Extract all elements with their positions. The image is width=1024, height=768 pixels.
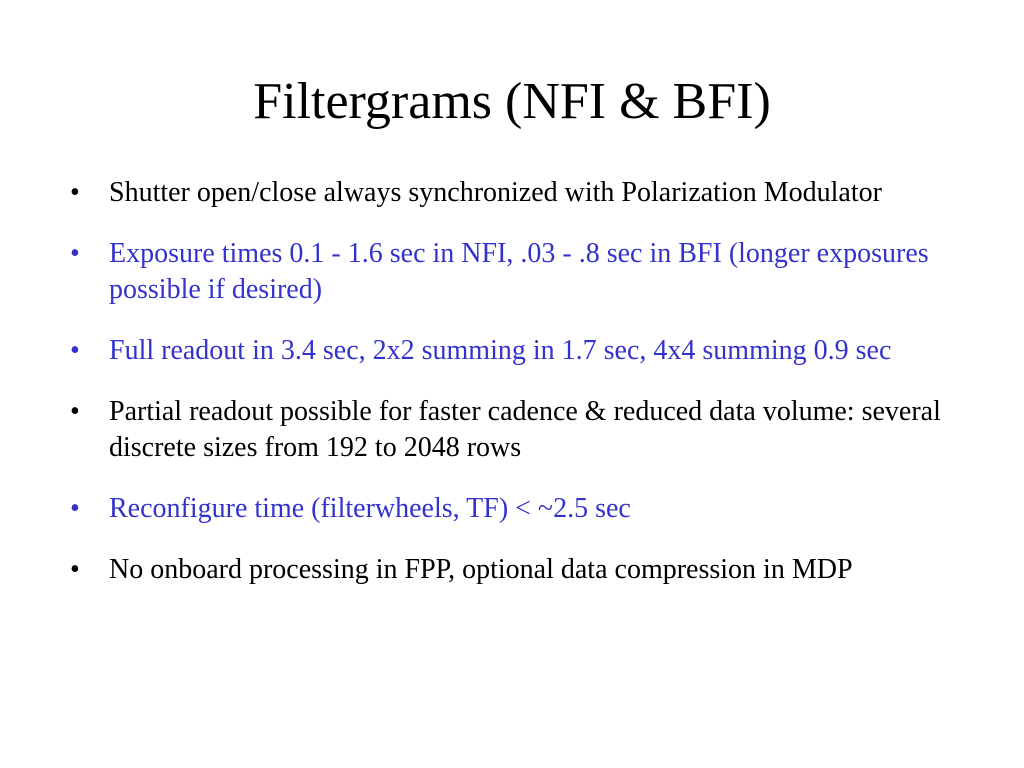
- bullet-text: Exposure times 0.1 - 1.6 sec in NFI, .03 - .8 sec in BFI (longer exposures possible if desired): [109, 238, 929, 305]
- bullet-dot-icon: •: [70, 554, 80, 585]
- bullet-text: Shutter open/close always synchronized with Polarization Modulator: [109, 177, 882, 208]
- bullet-list: [70, 175, 985, 613]
- bullet-text: Partial readout possible for faster cadence & reduced data volume: several discrete sizes from 192 to 2048 rows: [109, 396, 941, 463]
- bullet-text: Reconfigure time (filterwheels, TF) < ~2.5 sec: [109, 493, 631, 524]
- bullet-dot-icon: •: [70, 335, 80, 366]
- bullet-item: [70, 552, 985, 588]
- bullet-dot-icon: •: [70, 238, 80, 269]
- bullet-dot-icon: •: [70, 396, 80, 427]
- bullet-dot-icon: •: [70, 493, 80, 524]
- bullet-dot-icon: •: [70, 177, 80, 208]
- bullet-item: [70, 175, 985, 211]
- bullet-item: [70, 236, 985, 308]
- bullet-item: [70, 394, 985, 466]
- slide-title: Filtergrams (NFI & BFI): [253, 73, 771, 130]
- bullet-text: No onboard processing in FPP, optional data compression in MDP: [109, 554, 853, 585]
- bullet-item: [70, 491, 985, 527]
- bullet-text: Full readout in 3.4 sec, 2x2 summing in 1.7 sec, 4x4 summing 0.9 sec: [109, 335, 892, 366]
- bullet-item: [70, 333, 985, 369]
